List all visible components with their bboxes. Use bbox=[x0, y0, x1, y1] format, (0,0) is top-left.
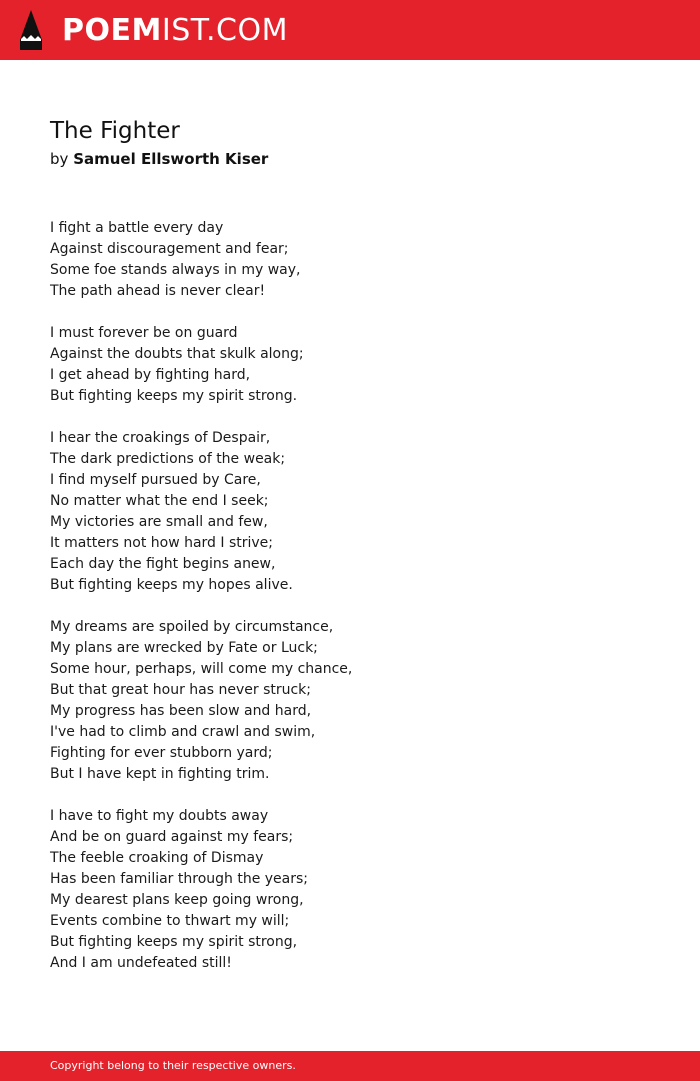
stanza bbox=[50, 617, 650, 785]
brand-light-text: IST.COM bbox=[161, 12, 288, 48]
poem-line: Each day the fight begins anew, bbox=[50, 556, 276, 572]
poem-line: I fight a battle every day bbox=[50, 220, 224, 236]
poem-line: Some hour, perhaps, will come my chance, bbox=[50, 661, 353, 677]
stanza bbox=[50, 323, 650, 407]
poem-line: Has been familiar through the years; bbox=[50, 871, 309, 887]
poem-line: And I am undefeated still! bbox=[50, 955, 232, 971]
poem-line: The dark predictions of the weak; bbox=[50, 451, 286, 467]
copyright-text: Copyright belong to their respective owners. bbox=[50, 1059, 296, 1072]
poem-line: But fighting keeps my spirit strong, bbox=[50, 934, 298, 950]
stanza bbox=[50, 806, 650, 974]
brand-bold-text: POEM bbox=[62, 12, 162, 48]
poem-line: It matters not how hard I strive; bbox=[50, 535, 274, 551]
poem-line: And be on guard against my fears; bbox=[50, 829, 294, 845]
poem-byline bbox=[50, 148, 268, 170]
poem-line: But that great hour has never struck; bbox=[50, 682, 312, 698]
poem-line: I get ahead by fighting hard, bbox=[50, 367, 251, 383]
poem-line: But I have kept in fighting trim. bbox=[50, 766, 270, 782]
poem-author: Samuel Ellsworth Kiser bbox=[73, 150, 269, 168]
poem-line: Events combine to thwart my will; bbox=[50, 913, 290, 929]
poem-line: My dearest plans keep going wrong, bbox=[50, 892, 304, 908]
poem-line: I've had to climb and crawl and swim, bbox=[50, 724, 316, 740]
poem-line: My dreams are spoiled by circumstance, bbox=[50, 619, 334, 635]
poem-body bbox=[50, 218, 650, 995]
poem-line: My plans are wrecked by Fate or Luck; bbox=[50, 640, 318, 656]
poem-line: Fighting for ever stubborn yard; bbox=[50, 745, 273, 761]
poem-line: Against the doubts that skulk along; bbox=[50, 346, 304, 362]
poem-line: The feeble croaking of Dismay bbox=[50, 850, 264, 866]
poem-line: But fighting keeps my spirit strong. bbox=[50, 388, 298, 404]
poem-line: I find myself pursued by Care, bbox=[50, 472, 261, 488]
poem-line: I hear the croakings of Despair, bbox=[50, 430, 271, 446]
poem-title: The Fighter bbox=[50, 118, 180, 144]
poem-line: The path ahead is never clear! bbox=[50, 283, 266, 299]
site-footer bbox=[0, 1051, 700, 1081]
pencil-tip-icon[interactable] bbox=[18, 10, 44, 52]
site-header bbox=[0, 0, 700, 60]
by-label: by bbox=[50, 150, 69, 168]
poem-line: I have to fight my doubts away bbox=[50, 808, 269, 824]
stanza bbox=[50, 428, 650, 596]
stanza bbox=[50, 218, 650, 302]
poem-line: My victories are small and few, bbox=[50, 514, 268, 530]
poem-line: I must forever be on guard bbox=[50, 325, 238, 341]
poem-line: My progress has been slow and hard, bbox=[50, 703, 312, 719]
poem-line: Against discouragement and fear; bbox=[50, 241, 289, 257]
site-brand[interactable] bbox=[62, 12, 288, 48]
poem-line: Some foe stands always in my way, bbox=[50, 262, 301, 278]
poem-line: But fighting keeps my hopes alive. bbox=[50, 577, 293, 593]
poem-line: No matter what the end I seek; bbox=[50, 493, 269, 509]
